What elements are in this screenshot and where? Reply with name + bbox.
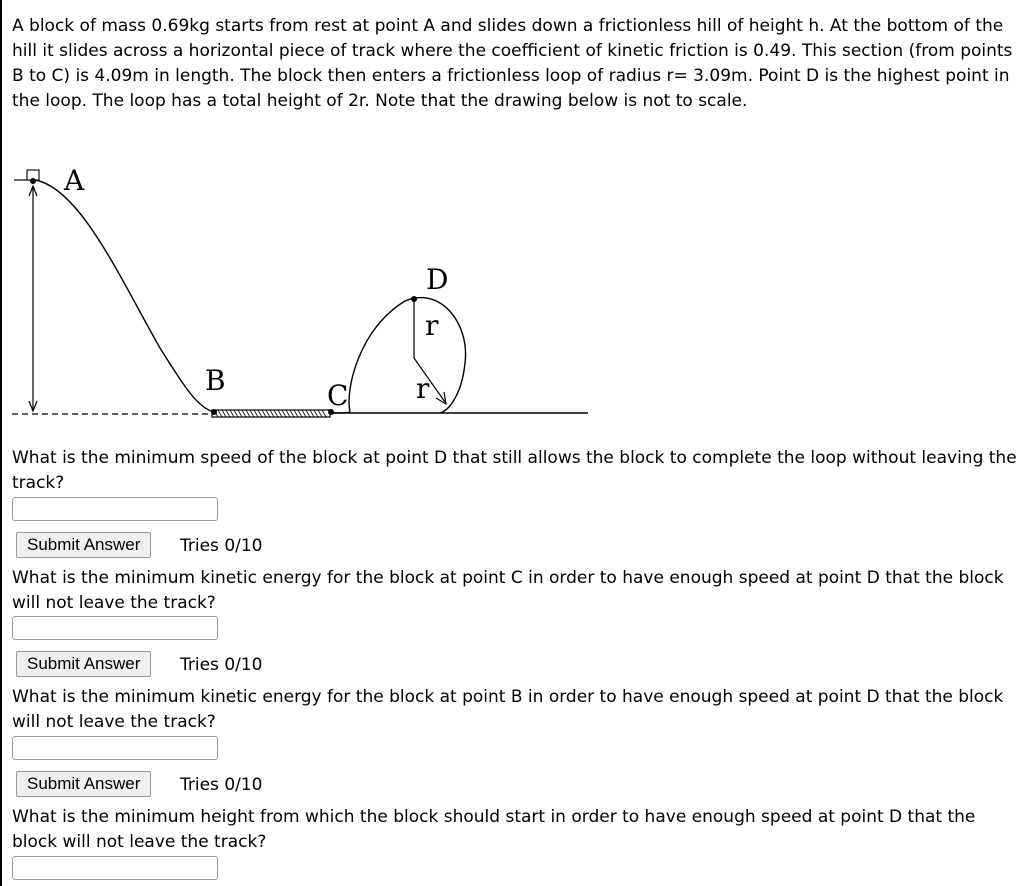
question-4-text: What is the minimum height from which the block should start in order to have enough speed at point D that the block will not leave the track?: [12, 807, 976, 852]
label-r-diagonal: r: [416, 372, 430, 405]
loop-circle: [349, 298, 465, 413]
point-a-dot: [30, 178, 36, 184]
question-2-submit-button[interactable]: Submit Answer: [16, 651, 151, 677]
question-1-submit-button[interactable]: Submit Answer: [16, 532, 151, 558]
question-3-answer-input[interactable]: [12, 736, 218, 760]
label-c: C: [327, 379, 349, 412]
label-r-vertical: r: [425, 309, 439, 342]
question-1-text: What is the minimum speed of the block at point D that still allows the block to complete the loop without leaving the track?: [12, 448, 1017, 493]
label-d: D: [426, 263, 449, 296]
label-a: A: [64, 164, 85, 197]
physics-diagram: [0, 158, 600, 428]
question-2-tries: Tries 0/10: [180, 655, 263, 675]
question-4-answer-input[interactable]: [12, 856, 218, 880]
question-2-text: What is the minimum kinetic energy for the block at point C in order to have enough speed at point D that the block will not leave the track?: [12, 568, 1004, 613]
question-3-text: What is the minimum kinetic energy for the block at point B in order to have enough speed at point D that the block will not leave the track?: [12, 687, 1004, 732]
question-1-tries: Tries 0/10: [180, 536, 263, 556]
question-3-tries: Tries 0/10: [180, 775, 263, 795]
question-2-answer-input[interactable]: [12, 616, 218, 640]
point-b-dot: [211, 409, 217, 415]
question-1-answer-input[interactable]: [12, 497, 218, 521]
hill-curve: [35, 180, 214, 412]
question-3-submit-button[interactable]: Submit Answer: [16, 771, 151, 797]
problem-text: A block of mass 0.69kg starts from rest at point A and slides down a frictionless hill of height h. At the bottom of the hill it slides across a horizontal piece of track where the coefficient of kinetic friction is 0.49. This section (from points B to C) is 4.09m in length. The block then enters a frictionless loop of radius r= 3.09m. Point D is the highest point in the loop. The loop has a total height of 2r. Note that the drawing below is not to scale.: [12, 16, 1013, 111]
label-b: B: [205, 364, 226, 397]
